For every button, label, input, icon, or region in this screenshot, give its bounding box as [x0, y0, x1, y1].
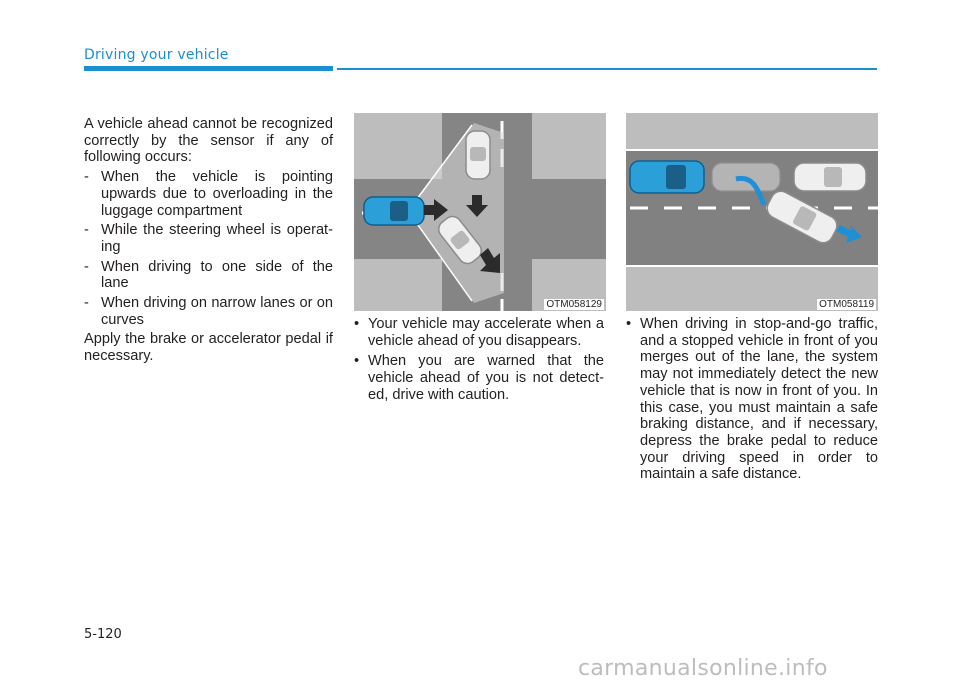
list-item: - When the vehicle is pointing upwards due to overloading in the luggage compartment — [84, 169, 333, 219]
sidewalk-corner — [354, 113, 442, 179]
list-item: - When driving to one side of the lane — [84, 258, 333, 292]
intersection-svg — [354, 113, 606, 311]
intro-paragraph: A vehicle ahead cannot be recognized correctly by the sensor if any of following occurs: — [84, 116, 333, 166]
list-item: • Your vehicle may accelerate when a vehicle ahead of you disappears. — [354, 316, 604, 349]
list-item: • When driving in stop-and-go traffic, and a stopped vehicle in front of you merges out of the lane, the system may not immediately detect the new vehicle that is now in front of you. In this case, you must maintain a safe braking distance, and if necessary, depress the brake pedal to reduce your driving speed in order to maintain a safe distance. — [626, 316, 878, 483]
figure-code-label: OTM058129 — [546, 299, 602, 310]
page-number: 5-120 — [84, 627, 122, 642]
intersection-illustration — [354, 113, 606, 311]
figure-code-label: OTM058119 — [819, 299, 874, 310]
left-text-column — [84, 116, 333, 368]
list-item: - While the steering wheel is operating — [84, 222, 333, 255]
own-vehicle-icon — [630, 161, 704, 193]
header-rule-thick — [84, 66, 333, 71]
sidewalk-corner — [354, 259, 442, 311]
vehicle-ahead-icon — [466, 131, 490, 179]
header-rule-thin — [337, 68, 877, 70]
lane-change-svg — [626, 113, 878, 311]
stop-and-go-illustration — [626, 113, 878, 311]
section-title: Driving your vehicle — [84, 47, 229, 63]
new-front-vehicle-icon — [794, 163, 866, 191]
outro-paragraph: Apply the brake or accelerator pedal if necessary. — [84, 331, 333, 365]
own-vehicle-icon — [364, 197, 424, 225]
watermark: carmanualsonline.info — [578, 656, 828, 681]
right-text-column — [626, 316, 878, 487]
list-item: • When you are warned that the vehicle ahead of you is not detected, drive with caution. — [354, 353, 604, 403]
list-item: - When driving on narrow lanes or on curves — [84, 295, 333, 328]
middle-text-column — [354, 316, 604, 408]
shoulder-top — [626, 113, 878, 149]
sidewalk-corner — [532, 113, 606, 179]
